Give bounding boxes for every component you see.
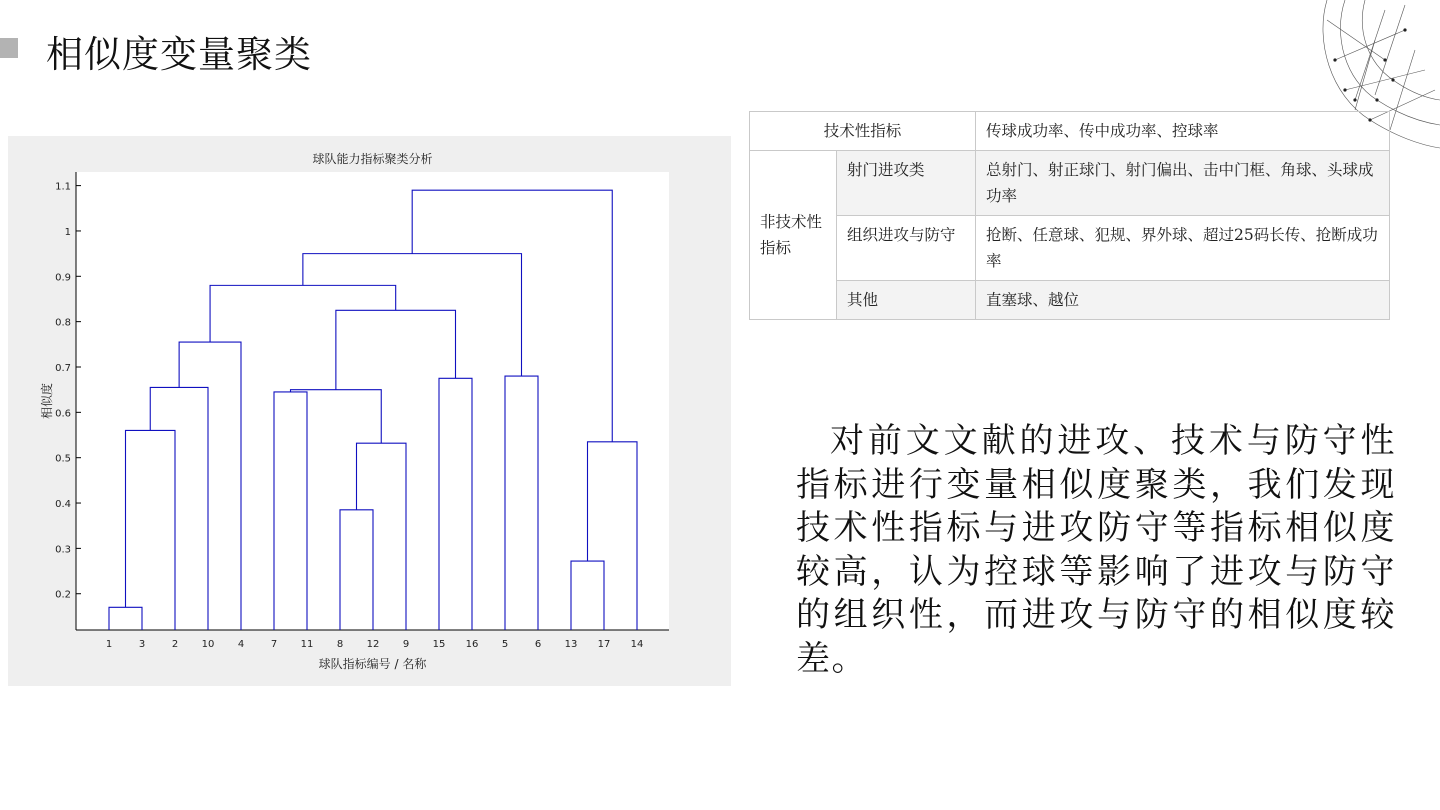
table-row (750, 216, 1390, 281)
x-axis-label: 球队指标编号 / 名称 (318, 657, 427, 671)
y-axis-label: 相似度 (40, 382, 54, 420)
y-tick-label: 0.4 (55, 499, 71, 511)
dendrogram-svg (8, 136, 731, 686)
x-tick-label: 4 (237, 639, 245, 650)
page-title: 相似度变量聚类 (46, 33, 312, 76)
y-tick-label: 1.1 (55, 181, 71, 193)
table-row (750, 112, 1390, 151)
x-tick-label: 6 (534, 639, 542, 650)
x-tick-label: 10 (201, 639, 215, 650)
y-tick-label: 1 (64, 226, 71, 238)
y-tick-label: 0.9 (55, 272, 71, 284)
x-tick-label: 1 (105, 639, 113, 650)
x-tick-label: 15 (432, 639, 446, 650)
x-tick-label: 3 (138, 639, 146, 650)
table-cell-group: 非技术性指标 (750, 151, 837, 320)
table-row (750, 281, 1390, 320)
x-tick-label: 2 (171, 639, 179, 650)
table-cell-subcategory: 射门进攻类 (837, 151, 976, 216)
y-tick-label: 0.6 (55, 408, 71, 420)
body-paragraph: 对前文文献的进攻、技术与防守性指标进行变量相似度聚类，我们发现技术性指标与进攻防守等指标相似度较高，认为控球等影响了进攻与防守的组织性，而进攻与防守的相似度较差。 (796, 421, 1396, 679)
table-cell-indicators: 总射门、射正球门、射门偏出、击中门框、角球、头球成功率 (976, 151, 1390, 216)
dendrogram-chart (8, 136, 731, 686)
x-tick-label: 7 (270, 639, 278, 650)
x-tick-label: 5 (501, 639, 509, 650)
y-tick-label: 0.8 (55, 317, 71, 329)
table-cell-subcategory: 其他 (837, 281, 976, 320)
y-tick-label: 0.7 (55, 362, 71, 374)
table-cell-indicators: 直塞球、越位 (976, 281, 1390, 320)
x-tick-label: 17 (597, 639, 611, 650)
table-cell-indicators: 传球成功率、传中成功率、控球率 (976, 112, 1390, 151)
y-tick-label: 0.3 (55, 544, 71, 556)
title-marker (0, 38, 18, 58)
y-tick-label: 0.2 (55, 589, 71, 601)
metric-table (749, 111, 1390, 320)
chart-title: 球队能力指标聚类分析 (312, 152, 433, 166)
x-tick-label: 12 (366, 639, 380, 650)
x-tick-label: 13 (564, 639, 578, 650)
x-tick-label: 8 (336, 639, 344, 650)
x-tick-label: 11 (300, 639, 314, 650)
table-cell-category: 技术性指标 (750, 112, 976, 151)
x-tick-label: 16 (465, 639, 479, 650)
y-tick-label: 0.5 (55, 453, 71, 465)
table-cell-indicators: 抢断、任意球、犯规、界外球、超过25码长传、抢断成功率 (976, 216, 1390, 281)
x-tick-label: 14 (630, 639, 644, 650)
table-cell-subcategory: 组织进攻与防守 (837, 216, 976, 281)
x-tick-label: 9 (402, 639, 410, 650)
table-row (750, 151, 1390, 216)
